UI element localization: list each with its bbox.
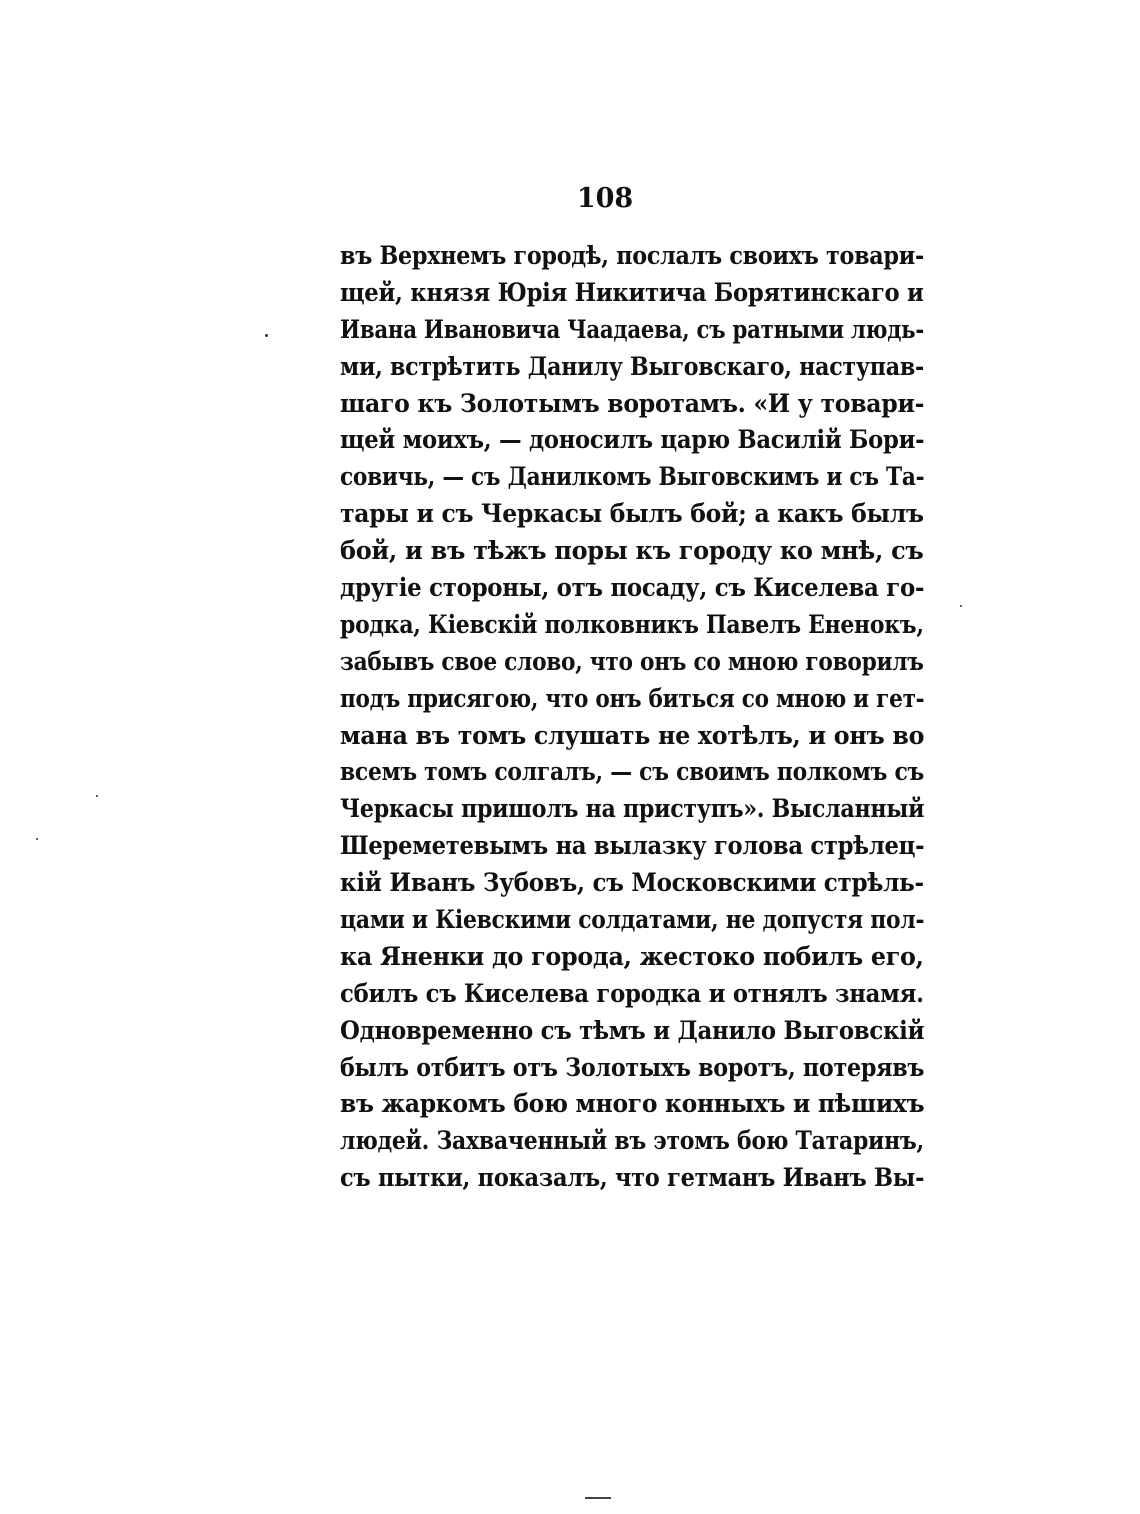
text-line: съ пытки, показалъ, что гетманъ Иванъ Вы-	[340, 1163, 925, 1193]
text-line: Одновременно съ тѣмъ и Данило Выговскій	[340, 1015, 925, 1045]
text-line: въ жаркомъ бою много конныхъ и пѣшихъ	[340, 1089, 925, 1119]
text-line: подъ присягою, что онъ биться со мною и гет-	[340, 683, 925, 713]
text-line: другіе стороны, отъ посаду, съ Киселева го-	[340, 573, 925, 603]
text-line: всемъ томъ солгалъ, — съ своимъ полкомъ съ	[340, 757, 925, 787]
text-line: щей моихъ, — доносилъ царю Василій Бори-	[340, 425, 925, 455]
text-line: сбилъ съ Киселева городка и отнялъ знамя.	[340, 978, 924, 1008]
text-line: людей. Захваченный въ этомъ бою Татаринъ,	[340, 1126, 924, 1156]
text-line: бой, и въ тѣжъ поры къ городу ко мнѣ, съ	[340, 536, 924, 566]
scan-speck	[265, 334, 268, 337]
text-line: кій Иванъ Зубовъ, съ Московскими стрѣль-	[340, 868, 924, 898]
text-line: цами и Кіевскими солдатами, не допустя пол-	[340, 905, 925, 935]
scan-mark	[585, 1497, 611, 1499]
scan-speck	[960, 605, 962, 607]
text-line: тары и съ Черкасы былъ бой; а какъ былъ	[340, 499, 924, 529]
text-line: совичь, — съ Данилкомъ Выговскимъ и съ Та-	[340, 462, 925, 492]
text-line: шаго къ Золотымъ воротамъ. «И у товари-	[340, 388, 925, 418]
text-line: былъ отбитъ отъ Золотыхъ воротъ, потерявъ	[340, 1052, 925, 1082]
text-line: родка, Кіевскій полковникъ Павелъ Ененокъ,	[340, 609, 924, 639]
text-line: щей, князя Юрія Никитича Борятинскаго и	[340, 277, 924, 307]
page-number: 108	[576, 183, 634, 214]
text-line: въ Верхнемъ городѣ, послалъ своихъ товари-	[340, 241, 924, 270]
text-line: ми, встрѣтить Данилу Выговскаго, наступав-	[340, 351, 924, 381]
scan-speck	[36, 838, 38, 840]
scan-speck	[96, 795, 98, 797]
text-line: ка Яненки до города, жестоко побилъ его,	[340, 941, 924, 971]
body-text	[340, 238, 924, 1197]
text-line: Ивана Ивановича Чаадаева, съ ратными людь-	[340, 314, 924, 344]
text-line: Черкасы пришолъ на приступъ». Высланный	[340, 794, 925, 824]
text-line: забывъ свое слово, что онъ со мною говорилъ	[340, 646, 924, 676]
text-line: мана въ томъ слушать не хотѣлъ, и онъ во	[340, 720, 925, 750]
text-line: Шереметевымъ на вылазку голова стрѣлец-	[340, 831, 925, 861]
